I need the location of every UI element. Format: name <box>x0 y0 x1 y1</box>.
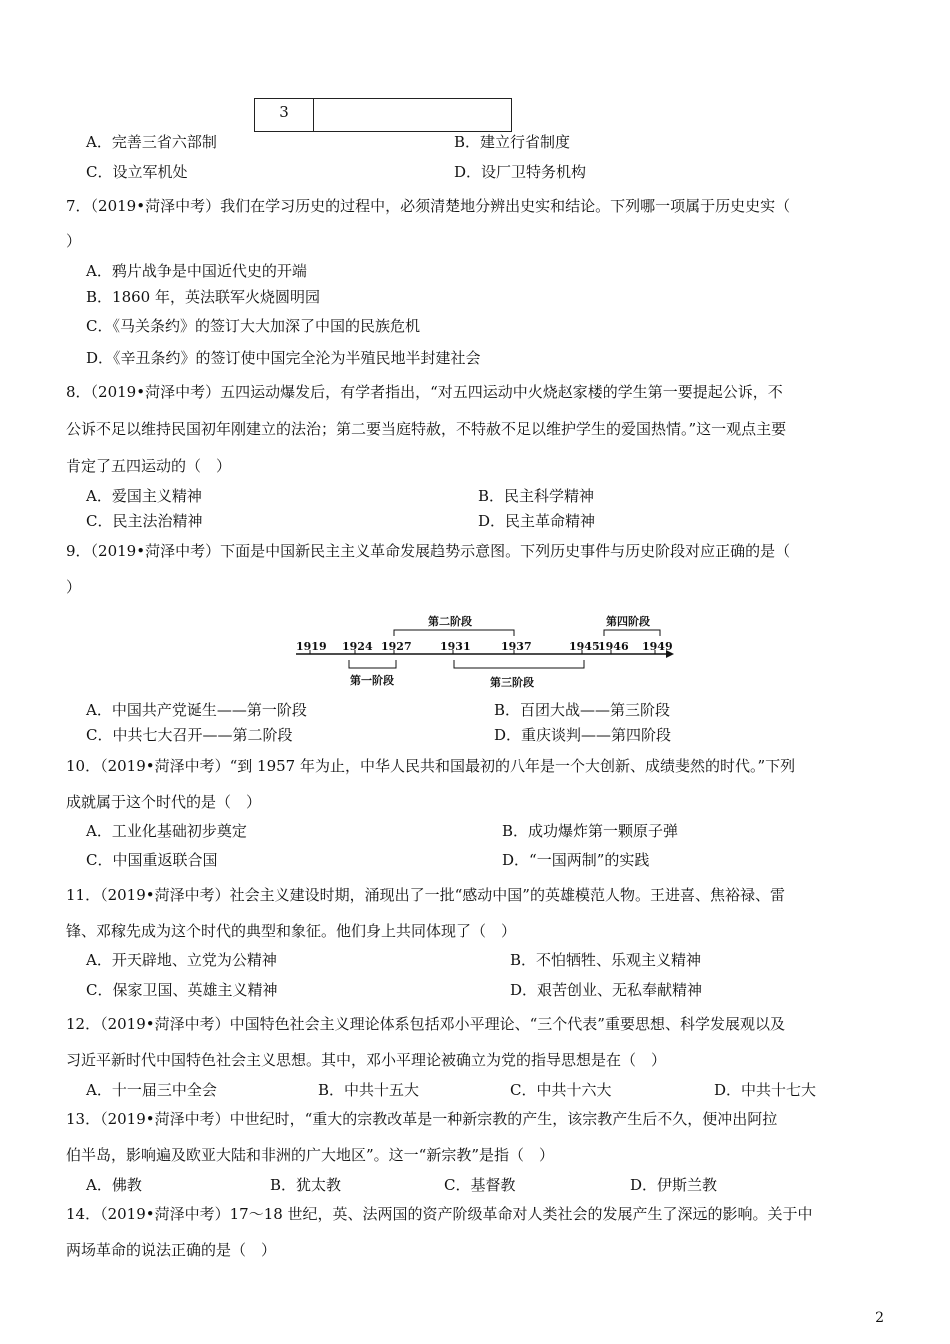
q13-option-a: A．佛教 <box>86 1176 142 1194</box>
q10-stem-line2: 成就属于这个时代的是（ ） <box>66 793 262 811</box>
q13-option-b: B．犹太教 <box>270 1176 342 1194</box>
q11-stem-line1: 11．（2019•菏泽中考）社会主义建设时期，涌现出了一批“感动中国”的英雄模范人物。王进喜、焦裕禄、雷 <box>66 886 785 904</box>
q11-stem-line2: 锋、邓稼先成为这个时代的典型和象征。他们身上共同体现了（ ） <box>66 922 517 940</box>
q12-option-b: B．中共十五大 <box>318 1081 420 1099</box>
q14-stem-line1: 14．（2019•菏泽中考）17～18 世纪，英、法两国的资产阶级革命对人类社会的发展产生了深远的影响。关于中 <box>66 1205 813 1223</box>
q9-option-c: C．中共七大召开——第二阶段 <box>86 726 293 744</box>
table-cell-number: 3 <box>255 99 314 131</box>
year-1919: 1919 <box>296 640 327 653</box>
stage-1-label: 第一阶段 <box>350 674 394 687</box>
q9-option-d: D．重庆谈判——第四阶段 <box>494 726 672 744</box>
q8-option-c: C．民主法治精神 <box>86 512 203 530</box>
q6-option-a: A．完善三省六部制 <box>86 133 217 151</box>
revolution-timeline-diagram <box>294 610 674 694</box>
q10-option-a: A．工业化基础初步奠定 <box>86 822 247 840</box>
q9-option-b: B．百团大战——第三阶段 <box>494 701 671 719</box>
q12-option-a: A．十一届三中全会 <box>86 1081 217 1099</box>
q11-option-d: D．艰苦创业、无私奉献精神 <box>510 981 703 999</box>
q10-option-d: D．“一国两制”的实践 <box>502 851 650 869</box>
q13-option-c: C．基督教 <box>444 1176 516 1194</box>
q7-option-b: B．1860 年，英法联军火烧圆明园 <box>86 288 320 306</box>
q12-stem-line1: 12．（2019•菏泽中考）中国特色社会主义理论体系包括邓小平理论、“三个代表”重要思想、科学发展观以及 <box>66 1015 785 1033</box>
year-1946: 1946 <box>598 640 629 653</box>
q8-option-d: D．民主革命精神 <box>478 512 596 530</box>
table-fragment <box>254 98 512 132</box>
q8-stem-line2: 公诉不足以维持民国初年刚建立的法治；第二要当庭特赦，不特赦不足以维护学生的爱国热情。”这一观点主要 <box>66 420 787 438</box>
stage-2-label: 第二阶段 <box>428 615 472 628</box>
year-1949: 1949 <box>642 640 673 653</box>
q12-option-d: D．中共十七大 <box>714 1081 817 1099</box>
q12-stem-line2: 习近平新时代中国特色社会主义思想。其中，邓小平理论被确立为党的指导思想是在（ ） <box>66 1051 667 1069</box>
year-1937: 1937 <box>501 640 532 653</box>
q6-option-d: D．设厂卫特务机构 <box>454 163 587 181</box>
q9-option-a: A．中国共产党诞生——第一阶段 <box>86 701 307 719</box>
q13-stem-line2: 伯半岛，影响遍及欧亚大陆和非洲的广大地区”。这一“新宗教”是指（ ） <box>66 1146 555 1164</box>
year-1945: 1945 <box>569 640 600 653</box>
q7-stem-line2: ） <box>66 232 82 250</box>
q11-option-a: A．开天辟地、立党为公精神 <box>86 951 277 969</box>
q6-option-c: C．设立军机处 <box>86 163 188 181</box>
q13-stem-line1: 13．（2019•菏泽中考）中世纪时，“重大的宗教改革是一种新宗教的产生，该宗教产生后不久，便冲出阿拉 <box>66 1110 778 1128</box>
q8-stem-line1: 8．（2019•菏泽中考）五四运动爆发后，有学者指出，“对五四运动中火烧赵家楼的学生第一要提起公诉，不 <box>66 383 783 401</box>
year-1927: 1927 <box>381 640 412 653</box>
q10-stem-line1: 10．（2019•菏泽中考）“到 1957 年为止，中华人民共和国最初的八年是一个大创新、成绩斐然的时代。”下列 <box>66 757 796 775</box>
q12-option-c: C．中共十六大 <box>510 1081 612 1099</box>
q13-option-d: D．伊斯兰教 <box>630 1176 718 1194</box>
q6-option-b: B．建立行省制度 <box>454 133 571 151</box>
q8-option-b: B．民主科学精神 <box>478 487 595 505</box>
q8-option-a: A．爱国主义精神 <box>86 487 202 505</box>
q7-stem-line1: 7．（2019•菏泽中考）我们在学习历史的过程中，必须清楚地分辨出史实和结论。下列哪一项属于历史史实（ <box>66 197 791 215</box>
q9-stem-line1: 9．（2019•菏泽中考）下面是中国新民主主义革命发展趋势示意图。下列历史事件与历史阶段对应正确的是（ <box>66 542 791 560</box>
q10-option-c: C．中国重返联合国 <box>86 851 218 869</box>
year-1924: 1924 <box>342 640 373 653</box>
q11-option-b: B．不怕牺牲、乐观主义精神 <box>510 951 702 969</box>
q10-option-b: B．成功爆炸第一颗原子弹 <box>502 822 679 840</box>
stage-4-label: 第四阶段 <box>606 615 650 628</box>
q7-option-d: D．《辛丑条约》的签订使中国完全沦为半殖民地半封建社会 <box>86 349 481 367</box>
q8-stem-line3: 肯定了五四运动的（ ） <box>66 457 232 475</box>
stage-3-label: 第三阶段 <box>490 676 534 689</box>
q9-stem-line2: ） <box>66 578 82 596</box>
year-1931: 1931 <box>440 640 471 653</box>
q7-option-a: A．鸦片战争是中国近代史的开端 <box>86 262 307 280</box>
q7-option-c: C．《马关条约》的签订大大加深了中国的民族危机 <box>86 317 420 335</box>
page-number: 2 <box>875 1310 884 1326</box>
q14-stem-line2: 两场革命的说法正确的是（ ） <box>66 1241 277 1259</box>
q11-option-c: C．保家卫国、英雄主义精神 <box>86 981 278 999</box>
